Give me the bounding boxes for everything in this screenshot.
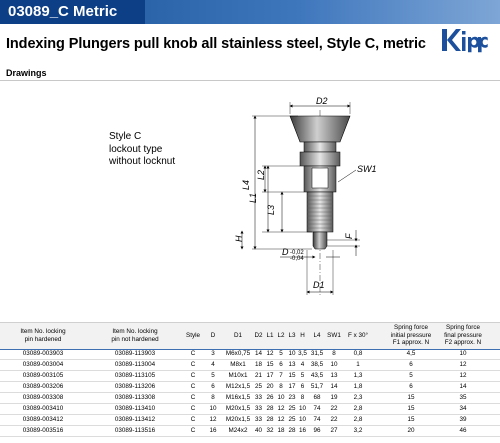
table-cell: 10: [459, 350, 467, 357]
label-d1: D1: [313, 280, 325, 290]
table-cell: 6: [300, 383, 305, 390]
table-cell: 15: [407, 405, 415, 412]
table-cell: 03089-003412: [22, 416, 64, 423]
section-divider: [0, 80, 500, 81]
table-cell: 03089-003903: [22, 350, 64, 357]
table-cell: 03089-113903: [114, 350, 156, 357]
table-cell: 38,5: [310, 361, 324, 368]
label-sw1: SW1: [357, 164, 377, 174]
table-cell: 14: [254, 350, 262, 357]
table-cell: C: [190, 394, 196, 401]
table-cell: 40: [254, 427, 262, 434]
table-cell: 32: [266, 427, 274, 434]
table-cell: M12x1,5: [225, 383, 251, 390]
style-note-line-3: without locknut: [109, 156, 176, 167]
table-cell: 22: [330, 405, 338, 412]
table-cell: 25: [254, 383, 262, 390]
column-header-1: Item No. locking pin not hardened: [111, 328, 159, 343]
table-cell: 15: [266, 361, 274, 368]
table-cell: 3,2: [353, 427, 363, 434]
table-cell: M24x2: [228, 427, 248, 434]
table-cell: M8x1: [230, 361, 246, 368]
table-cell: 16: [209, 427, 217, 434]
table-cell: 03089-113004: [114, 361, 156, 368]
lockout-slot: [312, 168, 328, 188]
table-row: [0, 382, 500, 393]
knob-neck: [304, 142, 336, 152]
table-cell: 03089-113105: [114, 372, 156, 379]
table-row: [0, 360, 500, 371]
table-cell: 12: [277, 416, 285, 423]
label-l3: L3: [266, 204, 276, 215]
thread-section: [307, 192, 333, 232]
table-cell: 15: [407, 394, 415, 401]
table-cell: 10: [298, 416, 306, 423]
table-cell: 03089-003410: [22, 405, 64, 412]
table-cell: 18: [277, 427, 285, 434]
table-cell: 2,3: [353, 394, 363, 401]
table-header: [0, 322, 500, 350]
table-cell: 5: [279, 350, 283, 357]
style-note-line-2: lockout type: [109, 143, 163, 155]
table-cell: 1: [356, 361, 360, 368]
table-cell: 0,8: [353, 350, 363, 357]
table-cell: 5: [300, 372, 305, 379]
table-cell: 3,5: [298, 350, 307, 357]
table-row: [0, 371, 500, 382]
table-cell: 35: [459, 394, 467, 401]
table-cell: 12: [266, 350, 274, 357]
table-cell: 28: [266, 416, 274, 423]
table-row: [0, 404, 500, 415]
table-cell: 31,5: [310, 350, 324, 357]
table-cell: 23: [288, 394, 296, 401]
table-cell: 26: [266, 394, 274, 401]
label-d-tol-lower: -0,04: [290, 256, 304, 262]
table-cell: 03089-113410: [114, 405, 156, 412]
table-cell: 10: [288, 350, 296, 357]
table-cell: C: [190, 372, 196, 379]
table-cell: 10: [277, 394, 285, 401]
table-cell: C: [190, 350, 196, 357]
table-cell: 12: [459, 361, 467, 368]
table-cell: C: [190, 405, 196, 412]
table-cell: 03089-113308: [114, 394, 156, 401]
table-cell: 8: [332, 350, 336, 357]
table-cell: 27: [330, 427, 338, 434]
table-cell: 13: [330, 372, 338, 379]
product-code: 03089_C Metric: [0, 0, 145, 24]
table-cell: 20: [266, 383, 274, 390]
table-cell: 10: [209, 405, 217, 412]
table-cell: 39: [459, 416, 467, 423]
header-bar: [0, 0, 500, 24]
table-cell: 5: [211, 372, 215, 379]
table-cell: 03089-003516: [22, 427, 64, 434]
table-cell: 20: [407, 427, 415, 434]
table-cell: 3: [211, 350, 215, 357]
table-cell: M10x1: [228, 372, 248, 379]
sw1-leader: [338, 170, 356, 182]
table-cell: 43,5: [310, 372, 324, 379]
column-header-6: L1: [266, 332, 274, 339]
table-cell: 03089-003308: [22, 394, 64, 401]
table-cell: 8: [211, 394, 215, 401]
table-cell: 12: [209, 416, 217, 423]
table-cell: 6: [409, 361, 413, 368]
label-h: H: [234, 235, 244, 242]
table-cell: 12: [459, 372, 467, 379]
table-cell: C: [190, 427, 196, 434]
locking-pin: [313, 232, 327, 249]
table-cell: 21: [254, 372, 262, 379]
table-cell: 10: [298, 405, 306, 412]
table-cell: 22: [330, 416, 338, 423]
table-cell: 14: [330, 383, 338, 390]
column-header-13: Spring force initial pressure F1 approx. N: [390, 324, 432, 346]
table-cell: 28: [288, 427, 296, 434]
table-cell: 4,5: [406, 350, 416, 357]
table-cell: 15: [407, 416, 415, 423]
table-cell: 17: [266, 372, 274, 379]
table-cell: 03089-003105: [22, 372, 64, 379]
table-cell: 03089-113516: [114, 427, 156, 434]
label-l2: L2: [256, 169, 266, 180]
kipp-logo-icon: [440, 26, 488, 54]
table-cell: 74: [313, 405, 321, 412]
table-cell: 33: [254, 405, 262, 412]
table-cell: 03089-003206: [22, 383, 64, 390]
table-cell: 68: [313, 394, 321, 401]
section-label-drawings: Drawings: [6, 68, 47, 78]
column-header-5: D2: [254, 332, 263, 339]
technical-drawing: [0, 90, 500, 320]
table-cell: 13: [288, 361, 296, 368]
table-cell: M20x1,5: [225, 416, 251, 423]
table-cell: 33: [254, 394, 262, 401]
table-cell: 16: [298, 427, 306, 434]
table-cell: 14: [459, 383, 467, 390]
table-cell: 25: [288, 405, 296, 412]
label-l1: L1: [248, 192, 258, 203]
table-cell: C: [190, 361, 196, 368]
table-cell: 18: [254, 361, 262, 368]
table-row: [0, 349, 500, 360]
table-cell: 33: [254, 416, 262, 423]
table-cell: 2,8: [353, 405, 363, 412]
column-header-7: L2: [277, 332, 285, 339]
table-cell: 03089-113206: [114, 383, 156, 390]
table-cell: 34: [459, 405, 467, 412]
table-cell: 51,7: [310, 383, 324, 390]
table-cell: 6: [409, 383, 413, 390]
column-header-4: D1: [233, 332, 243, 339]
table-cell: 15: [288, 372, 296, 379]
label-l4: L4: [241, 179, 251, 190]
label-d2: D2: [316, 96, 328, 106]
label-d-tol-upper: -0,02: [290, 250, 304, 256]
table-cell: 1,8: [353, 383, 363, 390]
table-cell: 6: [279, 361, 283, 368]
column-header-3: D: [210, 332, 216, 339]
column-header-2: Style: [186, 332, 200, 339]
table-cell: 46: [459, 427, 467, 434]
table-cell: 4: [300, 361, 305, 368]
table-cell: M6x0,75: [225, 350, 251, 357]
table-cell: 8: [300, 394, 305, 401]
table-cell: 74: [313, 416, 321, 423]
table-row: [0, 393, 500, 404]
label-d: D: [282, 247, 289, 257]
table-cell: 4: [211, 361, 215, 368]
pull-knob: [290, 116, 350, 142]
column-header-10: L4: [313, 332, 321, 339]
table-cell: 03089-113412: [114, 416, 156, 423]
table-cell: 28: [266, 405, 274, 412]
hex-body: [300, 152, 340, 166]
page-title: Indexing Plungers pull knob all stainless steel, Style C, metric: [6, 36, 426, 52]
table-cell: 7: [279, 372, 283, 379]
column-header-9: H: [300, 332, 305, 339]
table-cell: 19: [330, 394, 338, 401]
table-cell: 10: [330, 361, 338, 368]
table-cell: 1,3: [353, 372, 363, 379]
table-cell: C: [190, 383, 196, 390]
table-row: [0, 426, 500, 437]
column-header-14: Spring force final pressure F2 approx. N: [444, 324, 482, 346]
table-cell: 6: [211, 383, 215, 390]
table-cell: 5: [409, 372, 413, 379]
table-row: [0, 415, 500, 426]
column-header-8: L3: [288, 332, 296, 339]
table-cell: 12: [277, 405, 285, 412]
column-header-12: F x 30°: [347, 332, 369, 339]
label-f: F: [344, 233, 354, 239]
table-cell: 03089-003004: [22, 361, 64, 368]
table-cell: 17: [288, 383, 296, 390]
table-cell: 25: [288, 416, 296, 423]
column-header-0: Item No. locking pin hardened: [20, 328, 66, 343]
table-cell: 8: [279, 383, 283, 390]
table-cell: M20x1,5: [225, 405, 251, 412]
style-note-line-1: Style C: [109, 131, 142, 142]
table-cell: C: [190, 416, 196, 423]
table-cell: 96: [313, 427, 321, 434]
table-cell: 2,8: [353, 416, 363, 423]
column-header-11: SW1: [327, 332, 341, 339]
table-cell: M16x1,5: [225, 394, 251, 401]
